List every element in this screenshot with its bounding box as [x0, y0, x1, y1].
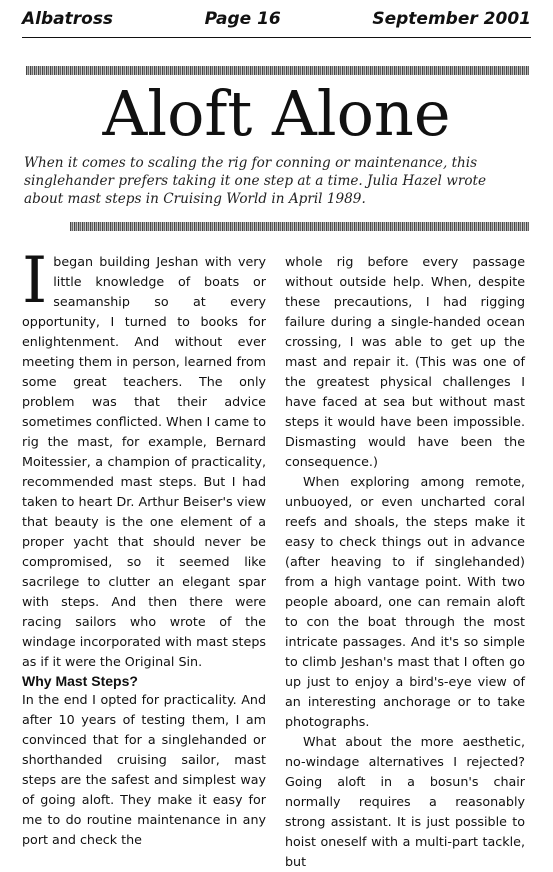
article-title: Aloft Alone: [102, 77, 451, 150]
header-rule: [22, 37, 531, 38]
left-column: [22, 244, 266, 850]
paragraph-alternatives: What about the more aesthetic, no-windage alternatives I rejected? Going aloft in a bosun's chair normally requires a reasonably strong assistant. It is just possible to hoist oneself with a multi-part tackle, but: [285, 734, 525, 869]
paragraph-practicality: In the end I opted for practicality. And after 10 years of testing them, I am convinced that for a singlehanded or shorthanded cruising sailor, mast steps are the safest and simplest way of going aloft. They make it easy for me to do routine maintenance in any port and check the: [22, 692, 266, 847]
drop-cap: I: [22, 244, 48, 318]
page-number: Page 16: [204, 9, 281, 29]
subhead: Why Mast Steps?: [22, 673, 138, 689]
right-column: [285, 252, 525, 872]
page-header: [22, 6, 531, 32]
issue-date: September 2001: [372, 9, 531, 29]
deck-rule-band: [70, 222, 529, 231]
paragraph-exploring: When exploring among remote, unbuoyed, or even uncharted coral reefs and shoals, the steps make it easy to check things out in advance (after heaving to if singlehanded) from a high vantage point. With two people aboard, one can remain aloft to con the boat through the most intricate passages. And it's so simple to climb Jeshan's mast that I often go up just to enjoy a bird's-eye view of an interesting anchorage or to take photographs.: [285, 474, 525, 729]
paragraph-intro: began building Jeshan with very little knowledge of boats or seamanship so at every opportunity, I turned to books for enlightenment. And without ever meeting them in person, learned from some great teachers. The only problem was that their advice sometimes conflicted. When I came to rig the mast, for example, Bernard Moitessier, a champion of practicality, recommended mast steps. But I had taken to heart Dr. Arthur Beiser's view that beauty is the one element of a proper yacht that should never be compromised, so it seemed like sacrilege to clutter an elegant spar with steps. And then there were racing sailors who wrote of the windage incorporated with mast steps as if it were the Original Sin.: [22, 254, 266, 669]
article-deck: When it comes to scaling the rig for conning or maintenance, this singlehander prefers taking it one step at a time. Julia Hazel wrote about mast steps in Cruising World in April 1989.: [24, 155, 487, 207]
publication-name: Albatross: [22, 9, 114, 29]
title-rule-band: [26, 66, 529, 75]
paragraph-rig-check: whole rig before every passage without outside help. When, despite these precautions, I had rigging failure during a single-handed ocean crossing, I was able to get up the mast and repair it. (This was one of the greatest physical challenges I have faced at sea but without mast steps it would have been impossible. Dismasting would have been the consequence.): [285, 254, 525, 469]
